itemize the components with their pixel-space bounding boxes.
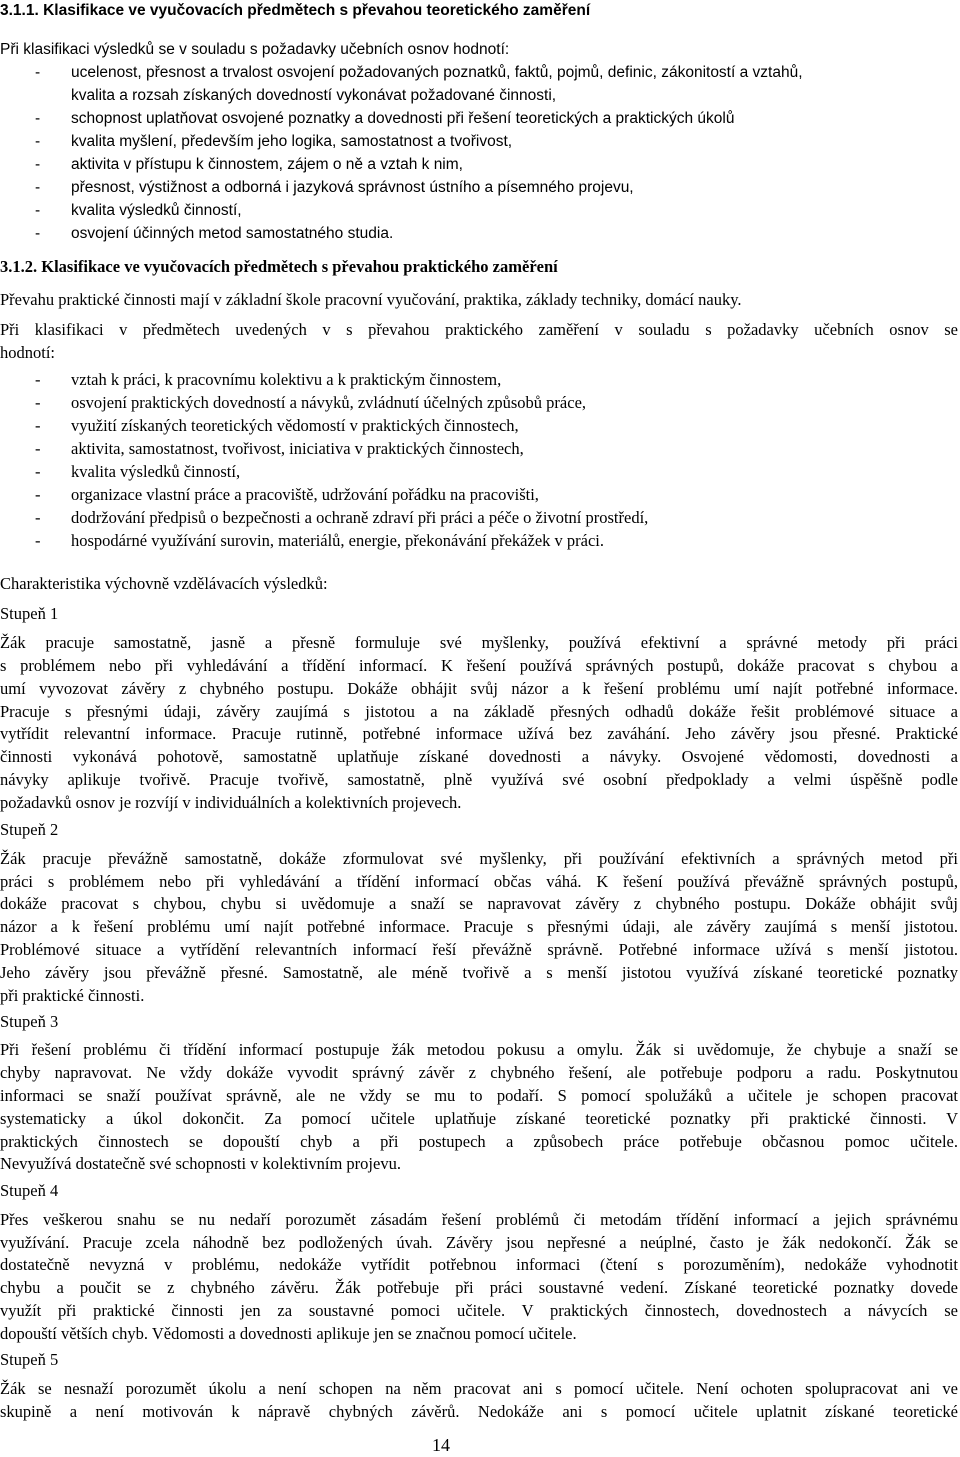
list-bullet: - (35, 133, 41, 150)
paragraph-line: při praktické činnosti. (0, 986, 145, 1005)
paragraph-line: názor a k řešení problému umí najít potřebné informace. Pracuje s přesnými údaji, ale závěry zaujímá s menší jistotou. (0, 917, 958, 936)
paragraph-line: požadavků osnov je rozvíjí v individuálních a kolektivních projevech. (0, 793, 462, 812)
list-item: aktivita v přístupu k činnostem, zájem o ně a vztah k nim, (71, 156, 463, 173)
paragraph-line: skupině a není motivován k nápravě chybných závěrů. Nedokáže ani s pomocí učitele uplatnit získané teoretické (0, 1402, 958, 1421)
list-item: kvalita a rozsah získaných dovedností vykonávat požadované činnosti, (71, 87, 557, 104)
list-item: přesnost, výstižnost a odborná i jazyková správnost ústního a písemného projevu, (71, 179, 634, 196)
paragraph-line: činnosti vykonává pohotově, samostatně uplatňuje získané dovednosti a návyky. Osvojené vědomosti, dovednosti a (0, 747, 958, 766)
paragraph-line: Žák pracuje samostatně, jasně a přesně formuluje své myšlenky, používá efektivní a správné metody při práci (0, 633, 958, 652)
paragraph-line: vytřídit relevantní informace. Pracuje rutinně, potřebné informace užívá bez zaváhání. Jeho závěry jsou přesné. Praktické (0, 724, 958, 743)
list-item: využití získaných teoretických vědomostí v praktických činnostech, (71, 416, 519, 435)
page-number: 14 (432, 1435, 450, 1455)
list-bullet: - (35, 439, 41, 458)
paragraph-line: informaci se snaží používat správně, ale ne vždy se mu to podaří. S pomocí spolužáků a učitele je schopen pracovat (0, 1086, 958, 1105)
list-bullet: - (35, 156, 41, 173)
level-title: Stupeň 5 (0, 1350, 59, 1369)
list-item: schopnost uplatňovat osvojené poznatky a dovednosti při řešení teoretických a praktických úkolů (71, 110, 735, 127)
paragraph-line: dostatečně nevyzná v problému, nedokáže vytřídit potřebnou informaci (čtení s porozuměním), nedokáže vyhodnotit (0, 1255, 958, 1274)
section-heading: 3.1.2. Klasifikace ve vyučovacích předmětech s převahou praktického zaměření (0, 257, 558, 276)
paragraph-line: Problémové situace a vytřídění relevantních informací řeší převážně správně. Potřebné informace užívá s menší jistotou. (0, 940, 958, 959)
list-item: aktivita, samostatnost, tvořivost, iniciativa v praktických činnostech, (71, 439, 524, 458)
level-title: Stupeň 2 (0, 820, 59, 839)
list-item: ucelenost, přesnost a trvalost osvojení požadovaných poznatků, faktů, pojmů, definic, zákonitostí a vztahů, (71, 64, 803, 81)
list-item: kvalita myšlení, především jeho logika, samostatnost a tvořivost, (71, 133, 513, 150)
paragraph-line: využívání. Pracuje zcela náhodně bez podložených úvah. Závěry jsou nepřesné a neúplné, často je žák nedokončí. Žák se (0, 1233, 958, 1252)
level-title: Stupeň 1 (0, 604, 59, 623)
section-intro: Při klasifikaci výsledků se v souladu s požadavky učebních osnov hodnotí: (0, 41, 510, 58)
list-bullet: - (35, 393, 41, 412)
paragraph-line: dokáže pracovat s chybou, chybu si uvědomuje a snaží se napravovat závěry z chybného postupu. Dokáže obhájit svůj (0, 894, 958, 913)
paragraph-line: hodnotí: (0, 343, 56, 362)
paragraph-line: Jeho závěry jsou převážně přesné. Samostatně, ale méně tvořivě a s menší jistotou využívá získané teoretické poznatky (0, 963, 958, 982)
paragraph-line: systematicky a úkol dokončit. Za pomocí učitele uplatňuje získané teoretické poznatky při praktické činnosti. V (0, 1109, 958, 1128)
paragraph-line: umí vyvozovat závěry z chybného postupu. Dokáže obhájit svůj názor a k řešení problému umí najít potřebné informace. (0, 679, 958, 698)
list-bullet: - (35, 202, 41, 219)
paragraph-line: návyky aplikuje tvořivě. Pracuje tvořivě, samostatně, plně využívá své osobní předpoklady a velmi úspěšně podle (0, 770, 958, 789)
list-bullet: - (35, 370, 41, 389)
list-bullet: - (35, 508, 41, 527)
level-title: Stupeň 4 (0, 1181, 59, 1200)
characteristics-heading: Charakteristika výchovně vzdělávacích výsledků: (0, 574, 328, 593)
paragraph-line: Žák pracuje převážně samostatně, dokáže zformulovat své myšlenky, při používání efektivních a správných metod při (0, 849, 958, 868)
list-item: kvalita výsledků činností, (71, 202, 242, 219)
paragraph-line: Pracuje s přesnými údaji, závěry zaujímá s jistotou a na základě přesných odhadů dokáže řešit problémové situace a (0, 702, 958, 721)
list-bullet: - (35, 416, 41, 435)
list-item: organizace vlastní práce a pracoviště, udržování pořádku na pracovišti, (71, 485, 539, 504)
paragraph-line: chybu a poučit se z chybného závěru. Žák potřebuje při práci soustavné vedení. Získané teoretické poznatky dovede (0, 1278, 958, 1297)
list-bullet: - (35, 179, 41, 196)
paragraph-line: s problémem nebo při vyhledávání a třídění informací. K řešení používá správných postupů, dokáže pracovat s chybou a (0, 656, 958, 675)
paragraph-line: Přes veškerou snahu se nu nedaří porozumět zásadám řešení problémů či metodám třídění informací a jejich správnému (0, 1210, 958, 1229)
paragraph-line: Při klasifikaci v předmětech uvedených v s převahou praktického zaměření v souladu s požadavky učebních osnov se (0, 320, 958, 339)
list-bullet: - (35, 225, 41, 242)
list-item: kvalita výsledků činností, (71, 462, 241, 481)
list-item: osvojení praktických dovedností a návyků, zvládnutí účelných způsobů práce, (71, 393, 587, 412)
list-bullet: - (35, 531, 41, 550)
paragraph: Převahu praktické činnosti mají v základní škole pracovní vyučování, praktika, základy techniky, domácí nauky. (0, 290, 742, 309)
section-heading: 3.1.1. Klasifikace ve vyučovacích předmětech s převahou teoretického zaměření (0, 2, 591, 19)
paragraph-line: Při řešení problému či třídění informací postupuje žák metodou pokusu a omylu. Žák si uvědomuje, že chybuje a snaží se (0, 1040, 958, 1059)
paragraph-line: dopouští větších chyb. Vědomosti a dovednosti aplikuje jen se značnou pomocí učitele. (0, 1324, 577, 1343)
level-title: Stupeň 3 (0, 1012, 59, 1031)
paragraph-line: práci s problémem nebo při vyhledávání a třídění informací občas váhá. K řešení používá převážně správných postupů, (0, 872, 958, 891)
list-item: osvojení účinných metod samostatného studia. (71, 225, 394, 242)
paragraph-line: Žák se nesnaží porozumět úkolu a není schopen na něm pracovat ani s pomocí učitele. Není ochoten spolupracovat ani ve (0, 1379, 958, 1398)
list-item: vztah k práci, k pracovnímu kolektivu a k praktickým činnostem, (71, 370, 502, 389)
list-item: hospodárné využívání surovin, materiálů, energie, překonávání překážek v práci. (71, 531, 604, 550)
paragraph-line: využít při praktické činnosti jen za soustavné pomoci učitele. V praktických činnostech, dovednostech a návycích se (0, 1301, 958, 1320)
paragraph-line: chyby napravovat. Ne vždy dokáže vyvodit správný závěr z chybného řešení, ale potřebuje podporu a radu. Poskytnutou (0, 1063, 958, 1082)
list-bullet: - (35, 462, 41, 481)
list-item: dodržování předpisů o bezpečnosti a ochraně zdraví při práci a péče o životní prostředí, (71, 508, 649, 527)
list-bullet: - (35, 485, 41, 504)
paragraph-line: Nevyužívá dostatečně své schopnosti v kolektivním projevu. (0, 1154, 401, 1173)
paragraph-line: praktických činnostech se dopouští chyb a při postupech a způsobech práce potřebuje občasnou pomoc učitele. (0, 1132, 958, 1151)
list-bullet: - (35, 64, 41, 81)
list-bullet: - (35, 110, 41, 127)
